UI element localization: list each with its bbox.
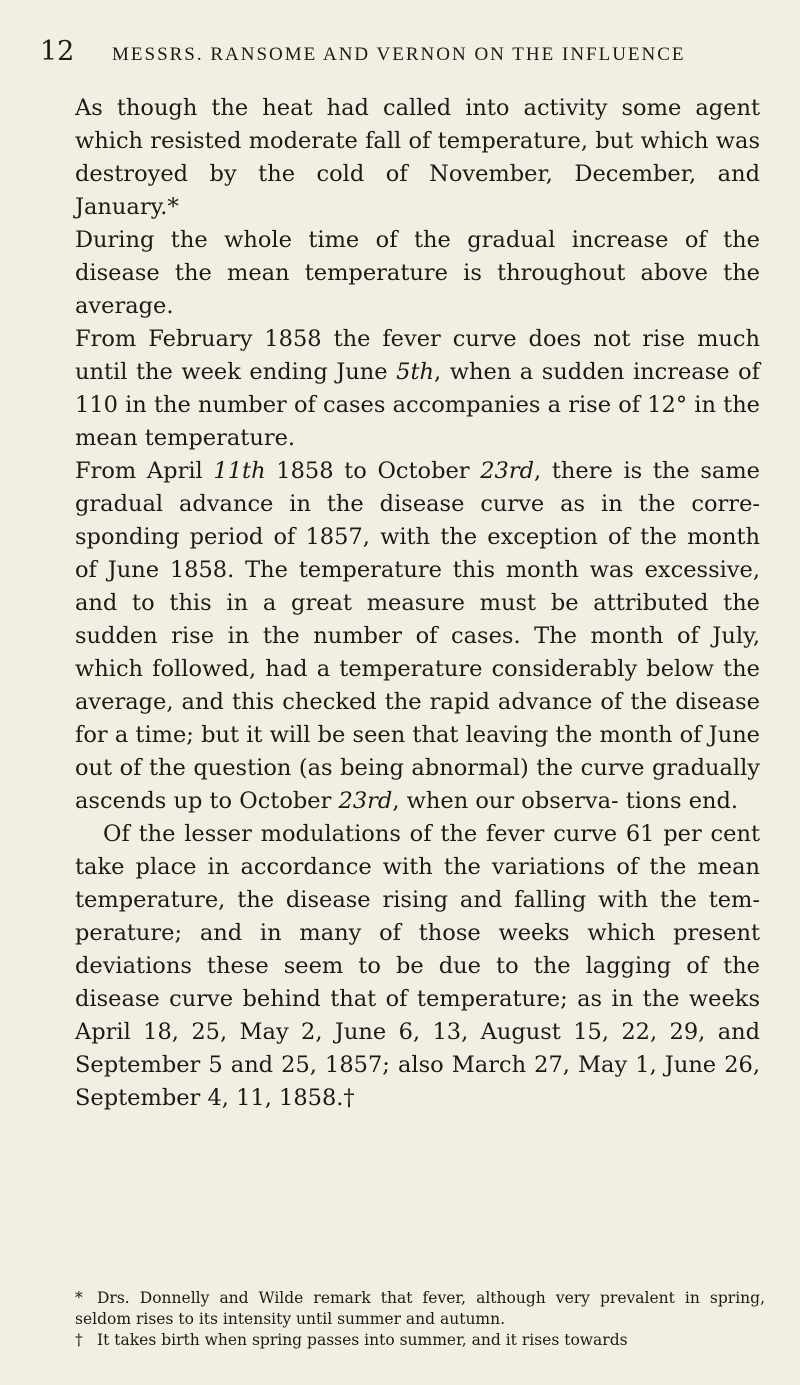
body-text (75, 92, 760, 1115)
italic-date: 23rd (480, 458, 535, 484)
footnote-mark: † (75, 1331, 83, 1349)
paragraph: Of the lesser modulations of the fever curve 61 per cent take place in accordance with the variations of the mean temperature, the disease rising and falling with the tem- perature; and in many of those weeks which present deviations these seem to be due to the lagging of the disease curve behind that of temperature; as in the weeks April 18, 25, May 2, June 6, 13, August 15, 22, 29, and September 5 and 25, 1857; also March 27, May 1, June 26, September 4, 11, 1858.† (75, 821, 760, 1111)
paragraph (75, 323, 760, 455)
footnote-text: Drs. Donnelly and Wilde remark that fever, although very prevalent in spring, seldom rises to its intensity until summer and autumn. (75, 1289, 765, 1328)
running-title: MESSRS. RANSOME AND VERNON ON THE INFLUENCE (112, 44, 686, 65)
italic-date: 5th (396, 359, 434, 385)
italic-date: 23rd (338, 788, 393, 814)
paragraph: As though the heat had called into activity some agent which resisted moderate fall of temperature, but which was destroyed by the cold of November, December, and January.* (75, 95, 760, 220)
paragraph: During the whole time of the gradual increase of the disease the mean temperature is throughout above the average. (75, 227, 760, 319)
text-run: , there is the same gradual advance in the disease curve as in the corre- sponding period of 1857, with the exception of the month of June 1858. The temperature this month was excessive, and to this in a great measure must be attributed the sudden rise in the number of cases. The month of July, which followed, had a temperature considerably below the average, and this checked the rapid advance of the disease for a time; but it will be seen that leaving the month of June out of the question (as being abnormal) the curve gradually ascends up to October (75, 458, 760, 814)
footnote-mark: * (75, 1289, 83, 1307)
page-number: 12 (40, 36, 75, 67)
text-run: 1858 to October (265, 458, 481, 484)
text-run: , when a sudden increase of 110 in the number of cases accompanies a rise of 12° in the mean temperature. (75, 359, 761, 451)
footnote-text: It takes birth when spring passes into summer, and it rises towards (97, 1331, 628, 1349)
footnotes (75, 1288, 765, 1351)
running-head (40, 36, 760, 67)
text-run: From April (75, 458, 214, 484)
footnote (75, 1288, 765, 1330)
text-run: , when our observa- tions end. (392, 788, 739, 814)
footnote (75, 1330, 765, 1351)
italic-date: 11th (213, 458, 266, 484)
paragraph (75, 455, 760, 818)
text-run: From February 1858 the fever curve does not rise much until the week ending June (75, 326, 760, 385)
